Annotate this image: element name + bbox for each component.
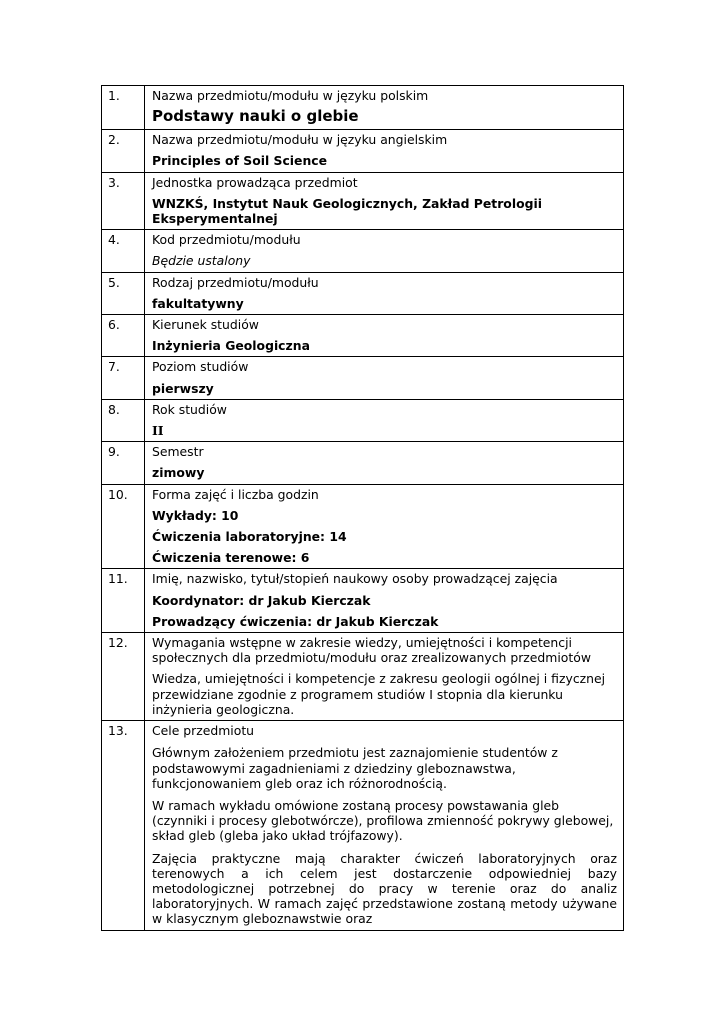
field-label: Nazwa przedmiotu/modułu w języku polskim [152, 88, 429, 103]
row-content [145, 86, 624, 130]
row-content [145, 172, 624, 230]
objectives-paragraph: Zajęcia praktyczne mają charakter ćwiczeń laboratoryjnych oraz terenowych a ich celem jest dostarczenie odpowiedniej bazy metodologicznej potrzebnej do pracy w terenie oraz do analiz laboratoryjnych. W ramach zajęć przedstawione zostaną metody używane w klasycznym gleboznawstwie oraz [152, 850, 617, 927]
table-row [102, 484, 624, 569]
course-title-en: Principles of Soil Science [152, 153, 328, 169]
row-content [145, 399, 624, 441]
field-label: Rodzaj przedmiotu/modułu [152, 274, 319, 290]
field-label: Cele przedmiotu [152, 723, 255, 739]
study-level-value: pierwszy [152, 380, 214, 396]
course-type-value: fakultatywny [152, 295, 244, 311]
row-content [145, 633, 624, 721]
objectives-paragraph: W ramach wykładu omówione zostaną procesy powstawania gleb (czynniki i procesy glebotwórcze), profilowa zmienność pokrywy glebowej, skład gleb (gleba jako układ trójfazowy). [152, 797, 614, 844]
table-row [102, 86, 624, 130]
row-content [145, 272, 624, 314]
row-number: 2. [102, 130, 145, 172]
table-row [102, 442, 624, 484]
field-label: Wymagania wstępne w zakresie wiedzy, umiejętności i kompetencji społecznych dla przedmiotu/modułu oraz zrealizowanych przedmiotów [152, 635, 591, 666]
field-label: Nazwa przedmiotu/modułu w języku angielskim [152, 132, 448, 148]
table-row [102, 230, 624, 272]
hours-field: Ćwiczenia terenowe: 6 [152, 550, 310, 566]
row-content [145, 442, 624, 484]
row-number: 10. [102, 484, 145, 569]
row-number: 12. [102, 633, 145, 721]
hours-lectures: Wykłady: 10 [152, 507, 239, 523]
row-number: 13. [102, 721, 145, 930]
field-label: Jednostka prowadząca przedmiot [152, 174, 358, 190]
row-content [145, 357, 624, 399]
study-year-value: II [152, 423, 164, 439]
row-content [145, 484, 624, 569]
row-number: 11. [102, 569, 145, 633]
table-row [102, 569, 624, 633]
field-label: Kierunek studiów [152, 317, 259, 333]
field-label: Rok studiów [152, 401, 227, 417]
table-row [102, 130, 624, 172]
field-label: Kod przedmiotu/modułu [152, 232, 301, 248]
row-content [145, 130, 624, 172]
table-row [102, 633, 624, 721]
row-number: 7. [102, 357, 145, 399]
field-label: Semestr [152, 444, 204, 460]
table-row [102, 399, 624, 441]
row-number: 5. [102, 272, 145, 314]
table-row [102, 357, 624, 399]
row-number: 9. [102, 442, 145, 484]
table-row [102, 272, 624, 314]
course-title-pl: Podstawy nauki o glebie [152, 107, 359, 126]
course-code-value: Będzie ustalony [152, 253, 251, 269]
row-content [145, 230, 624, 272]
objectives-paragraph: Głównym założeniem przedmiotu jest zaznajomienie studentów z podstawowymi zagadnieniami z dziedziny gleboznawstwa, funkcjonowaniem gleb oraz ich różnorodnością. [152, 745, 558, 791]
field-of-study-value: Inżynieria Geologiczna [152, 338, 310, 354]
row-number: 4. [102, 230, 145, 272]
instructor-value: Prowadzący ćwiczenia: dr Jakub Kierczak [152, 613, 439, 629]
field-label: Forma zajęć i liczba godzin [152, 486, 319, 502]
prerequisites-value: Wiedza, umiejętności i kompetencje z zakresu geologii ogólnej i fizycznej przewidziane zgodnie z programem studiów I stopnia dla kierunku inżynieria geologiczna. [152, 671, 606, 717]
row-number: 3. [102, 172, 145, 230]
field-label: Poziom studiów [152, 359, 249, 375]
row-content [145, 569, 624, 633]
row-number: 8. [102, 399, 145, 441]
table-row [102, 172, 624, 230]
syllabus-table [101, 85, 624, 931]
table-row [102, 315, 624, 357]
semester-value: zimowy [152, 465, 205, 481]
row-content [145, 721, 624, 930]
unit-value: WNZKŚ, Instytut Nauk Geologicznych, Zakład Petrologii Eksperymentalnej [152, 195, 542, 227]
row-number: 1. [102, 86, 145, 130]
row-number: 6. [102, 315, 145, 357]
hours-lab: Ćwiczenia laboratoryjne: 14 [152, 529, 347, 545]
table-row [102, 721, 624, 930]
field-label: Imię, nazwisko, tytuł/stopień naukowy osoby prowadzącej zajęcia [152, 571, 558, 587]
coordinator-value: Koordynator: dr Jakub Kierczak [152, 592, 371, 608]
row-content [145, 315, 624, 357]
